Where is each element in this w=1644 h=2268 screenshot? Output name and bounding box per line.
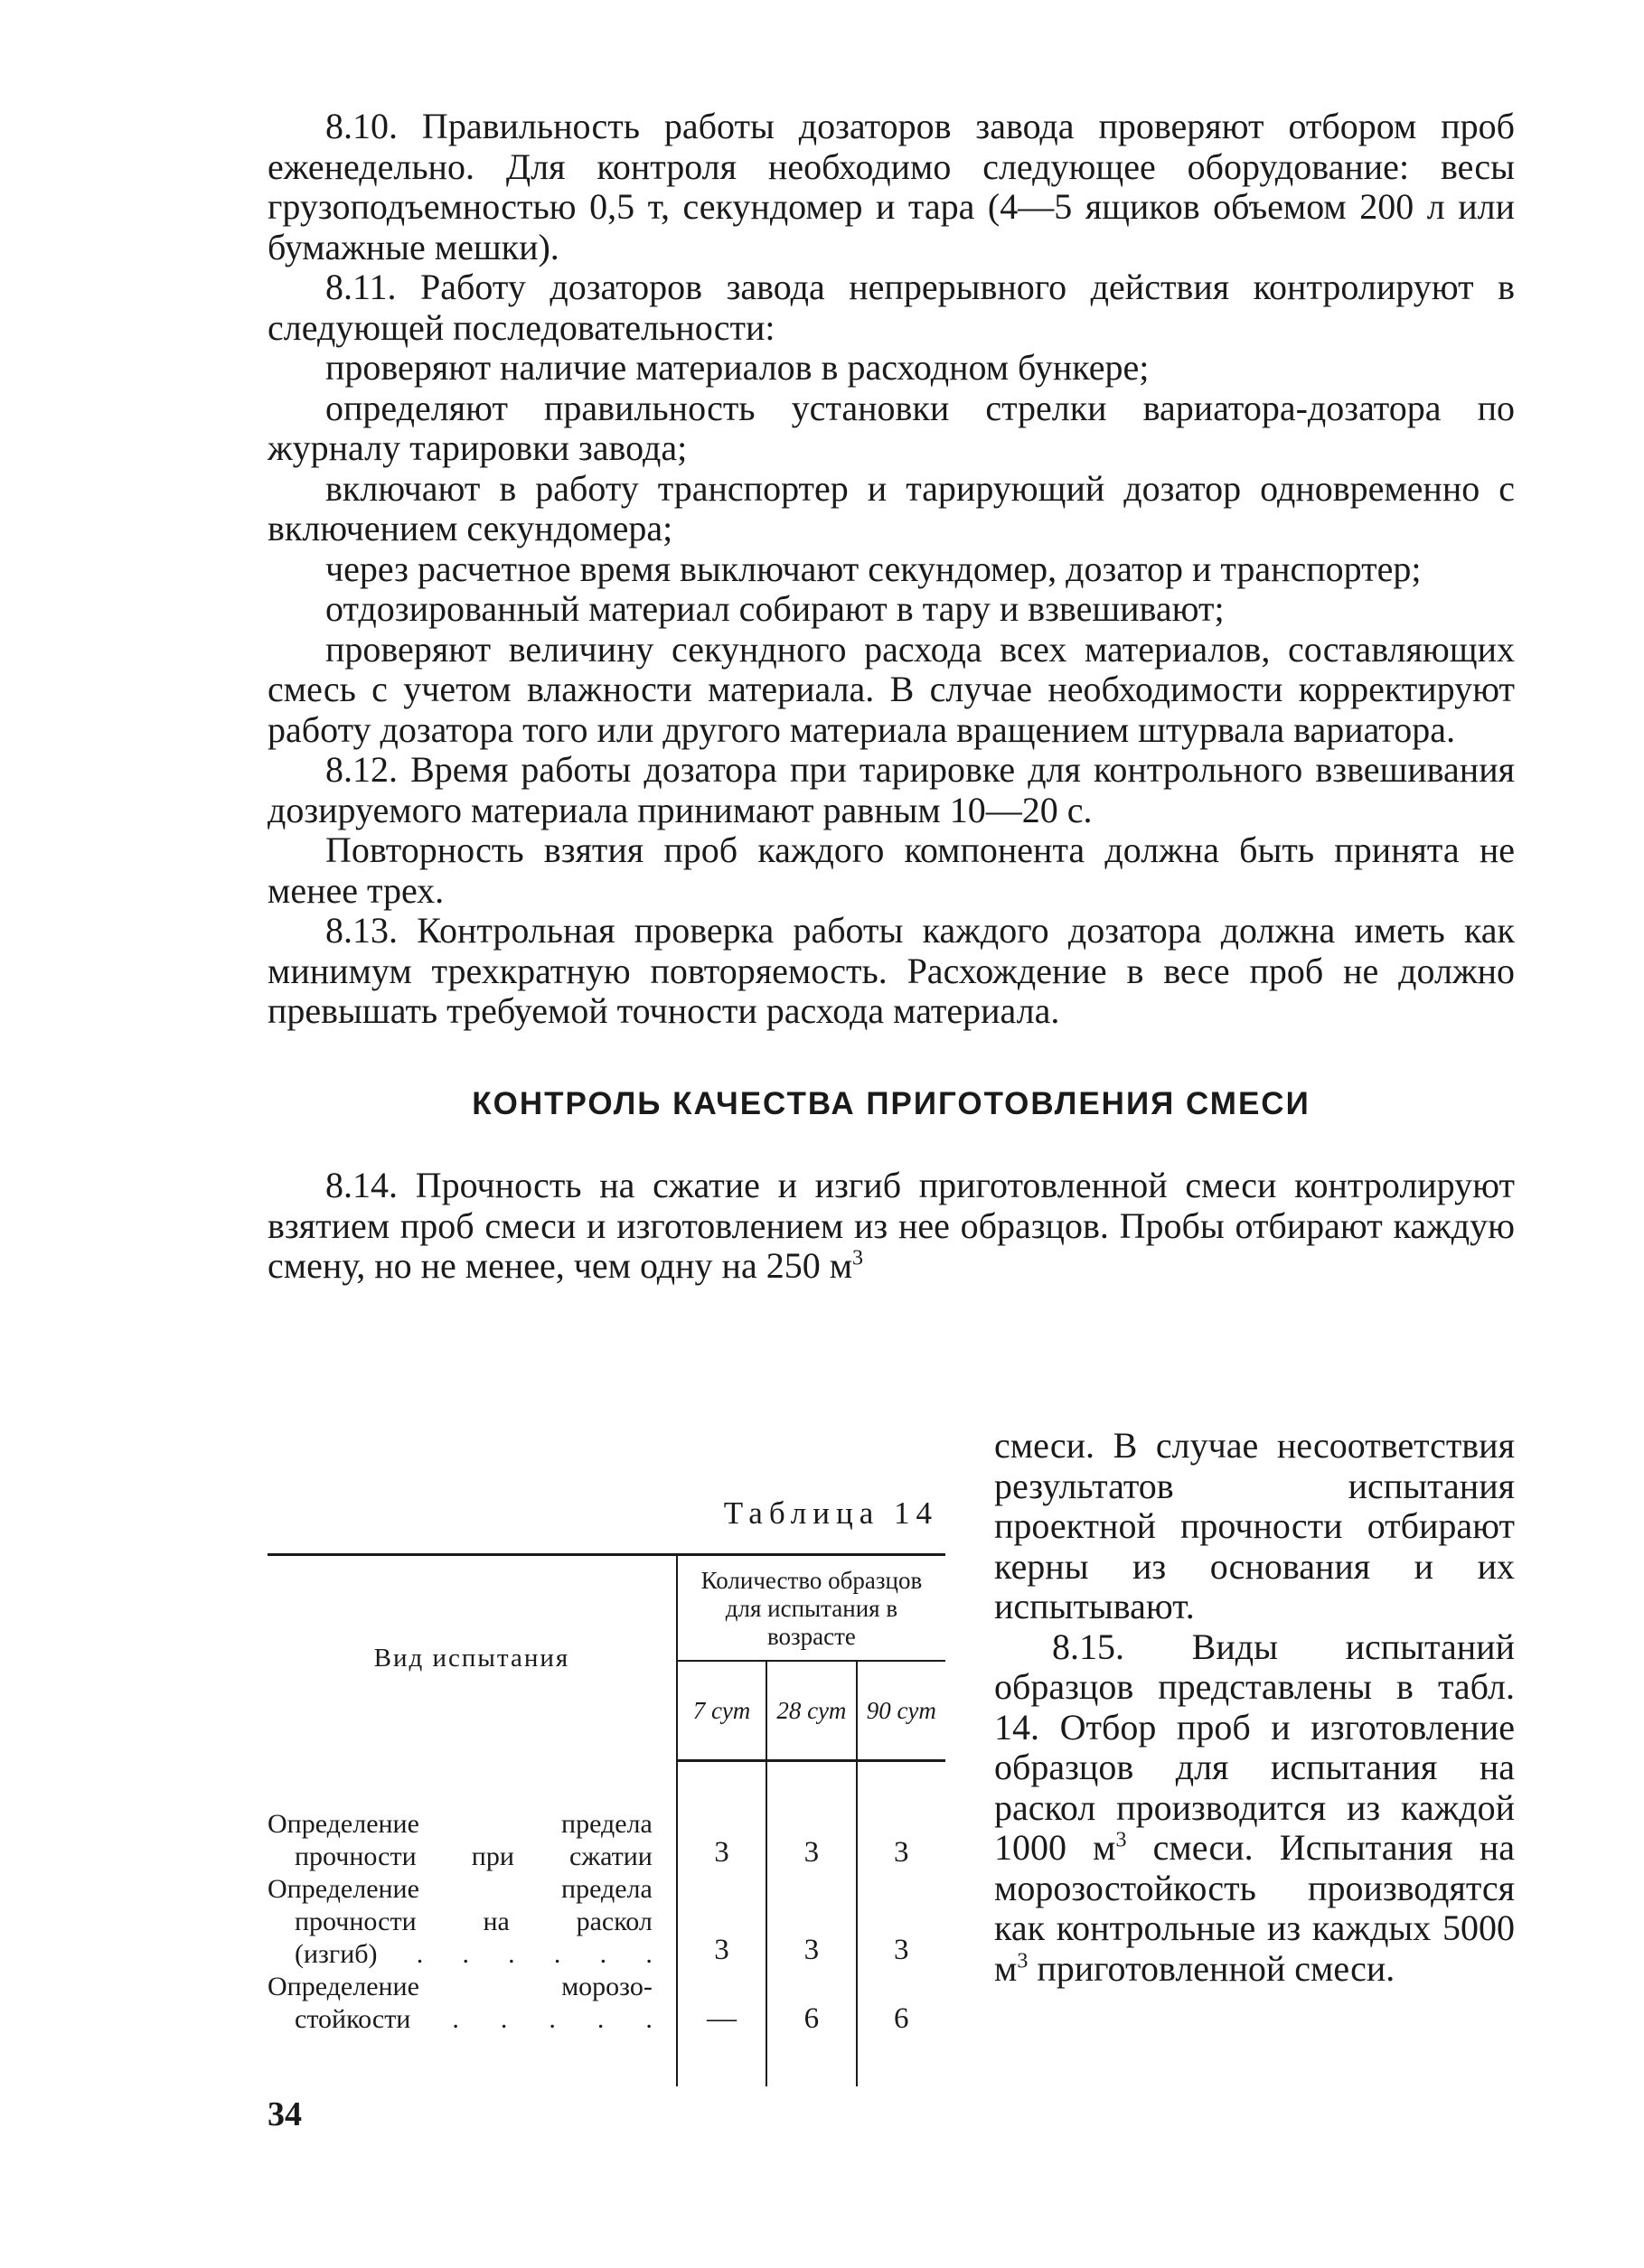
paragraph-8-15-part: смеси. Испытания на морозостойкость производятся как контрольные из каждых 5000 м <box>994 1827 1515 1989</box>
specimen-table <box>268 1553 945 2086</box>
paragraph-8-13: 8.13. Контрольная проверка работы каждого дозатора должна иметь как минимум трехкратную повторяемость. Расхождение в весе проб не должно превышать требуемой точности расхода материала. <box>268 910 1515 1031</box>
row-label <box>268 1761 677 1873</box>
column-header-test-type: Вид испытания <box>268 1555 677 1761</box>
paragraph-8-15 <box>994 1627 1515 1990</box>
right-column-text <box>994 1426 1515 1989</box>
table-cell: 6 <box>766 1971 856 2086</box>
procedure-step: отдозированный материал собирают в тару и взвешивают; <box>325 588 1225 629</box>
paragraph-8-11: 8.11. Работу дозаторов завода непрерывного действия контролируют в следующей последовательности: <box>268 267 1515 348</box>
row-label <box>268 1971 677 2086</box>
table-cell: 3 <box>766 1873 856 1971</box>
paragraph-8-15-part: 8.15. Виды испытаний образцов представлены в табл. 14. Отбор проб и изготовление образцов для испытания на раскол производится из каждой 1000 м <box>994 1626 1515 1868</box>
row-label-line: Определение морозо- <box>268 1971 653 2001</box>
row-label-line: прочности на раскол <box>295 1906 653 1936</box>
table-cell: 3 <box>857 1873 945 1971</box>
table-row <box>268 1761 945 1873</box>
row-label <box>268 1873 677 1971</box>
paragraph-8-14-text: 8.14. Прочность на сжатие и изгиб приготовленной смеси контролируют взятием проб смеси и изготовлением из нее образцов. Пробы отбирают каждую смену, но не менее, чем одну на 250 м <box>268 1165 1515 1286</box>
table-cell: — <box>677 1971 766 2086</box>
row-label-line: (изгиб) . . . . . . <box>295 1938 653 1969</box>
table-cell: 6 <box>857 1971 945 2086</box>
procedure-step: проверяют наличие материалов в расходном бункере; <box>325 347 1150 388</box>
page-number: 34 <box>268 2095 302 2133</box>
table-cell: 3 <box>677 1873 766 1971</box>
paragraph-8-12-repeatability: Повторность взятия проб каждого компонента должна быть принята не менее трех. <box>268 829 1515 911</box>
paragraph-8-14 <box>268 1166 1515 1287</box>
row-label-line: Определение предела <box>268 1873 653 1904</box>
table-cell: 3 <box>766 1761 856 1873</box>
column-header-specimen-count: Количество образцов для испытания в возрасте <box>677 1555 945 1662</box>
section-heading: КОНТРОЛЬ КАЧЕСТВА ПРИГОТОВЛЕНИЯ СМЕСИ <box>472 1085 1311 1121</box>
column-header-age: 90 сут <box>857 1661 945 1761</box>
column-header-age: 28 сут <box>766 1661 856 1761</box>
table-row <box>268 1971 945 2086</box>
row-label-line: стойкости . . . . . <box>295 2003 653 2034</box>
superscript: 3 <box>1017 1949 1029 1973</box>
procedure-step: включают в работу транспортер и тарирующий дозатор одновременно с включением секундомера; <box>268 467 1515 548</box>
procedure-step: через расчетное время выключают секундомер, дозатор и транспортер; <box>325 548 1422 589</box>
paragraph-8-12: 8.12. Время работы дозатора при тарировке для контрольного взвешивания дозируемого материала принимают равным 10—20 с. <box>268 749 1515 830</box>
main-text <box>268 107 1515 1287</box>
paragraph-8-15-part: приготовленной смеси. <box>1028 1947 1395 1989</box>
procedure-step: проверяют величину секундного расхода всех материалов, составляющих смесь с учетом влажности материала. В случае необходимости корректируют работу дозатора того или другого материала вращением штурвала вариатора. <box>268 628 1515 750</box>
table-14 <box>268 1495 945 2086</box>
table-caption: Таблица 14 <box>723 1495 938 1531</box>
procedure-step: определяют правильность установки стрелки вариатора-дозатора по журналу тарировки завода; <box>268 387 1515 468</box>
superscript: 3 <box>852 1246 864 1270</box>
table-cell: 3 <box>857 1761 945 1873</box>
table-cell: 3 <box>677 1761 766 1873</box>
row-label-line: прочности при сжатии <box>295 1841 653 1871</box>
table-row <box>268 1873 945 1971</box>
superscript: 3 <box>1115 1828 1127 1852</box>
row-label-line: Определение предела <box>268 1808 653 1839</box>
paragraph-8-10: 8.10. Правильность работы дозаторов завода проверяют отбором проб еженедельно. Для контроля необходимо следующее оборудование: весы грузоподъемностью 0,5 т, секундомер и тара (4—5 ящиков объемом 200 л или бумажные мешки). <box>268 106 1515 267</box>
paragraph-8-14-continuation: смеси. В случае несоответствия результатов испытания проектной прочности отбирают керны из основания и их испытывают. <box>994 1425 1515 1626</box>
column-header-age: 7 сут <box>677 1661 766 1761</box>
